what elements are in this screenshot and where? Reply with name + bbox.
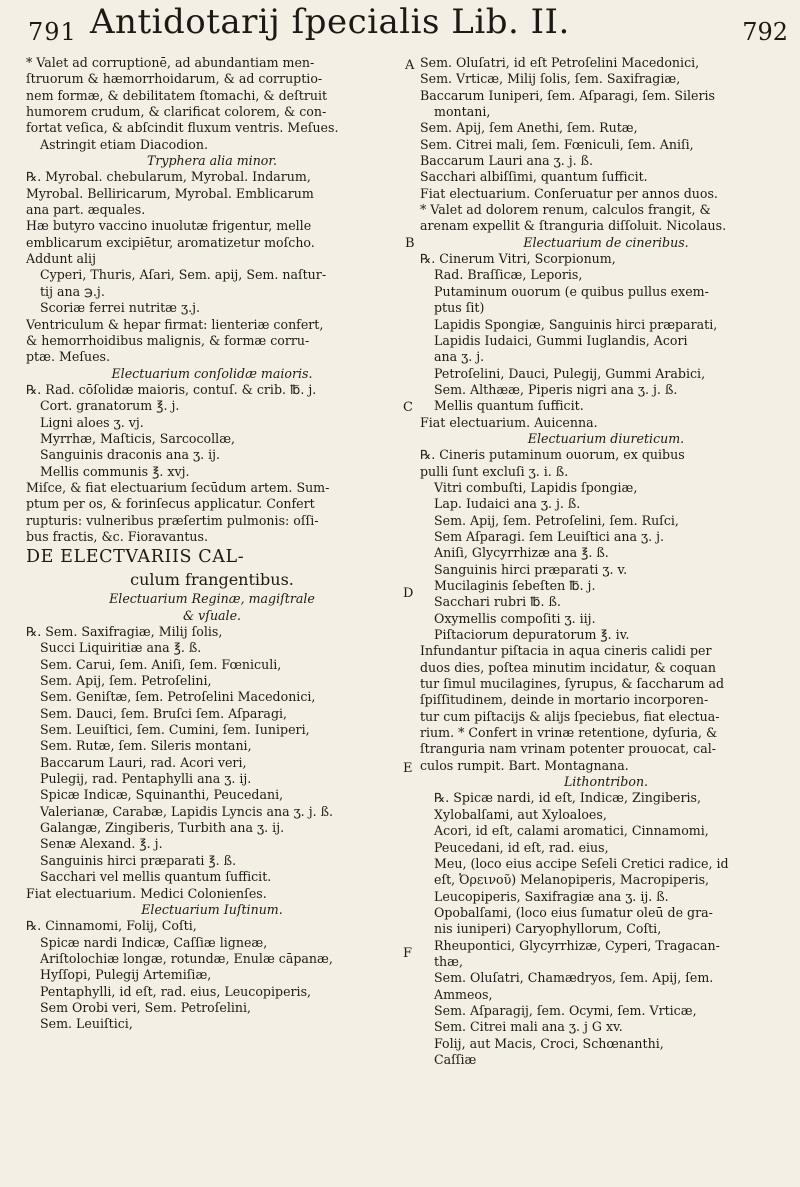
text-line: Xylobalſami, aut Xyloaloes,	[434, 806, 607, 822]
text-line: ptæ. Meſues.	[26, 349, 111, 365]
text-line: pulli ſunt excluſi ʒ. i. ß.	[420, 463, 569, 479]
text-line: Electuarium diureticum.	[527, 430, 685, 446]
text-line: Sanguinis draconis ana ʒ. ij.	[40, 447, 221, 463]
text-line: Cyperi, Thuris, Aſari, Sem. apij, Sem. naſtur-	[40, 267, 327, 283]
text-line: Pentaphylli, id eſt, rad. eius, Leucopiperis,	[40, 983, 312, 999]
text-line: Ligni aloes ʒ. vj.	[40, 414, 144, 430]
text-line: ſpiſſitudinem, deinde in mortario incorporen-	[420, 692, 709, 708]
text-line: Sacchari albiſſimi, quantum ſufficit.	[420, 169, 648, 185]
text-line: Sem. Dauci, ſem. Bruſci ſem. Aſparagi,	[40, 705, 288, 721]
text-line: ℞. Sem. Saxifragiæ, Milij ſolis,	[26, 624, 223, 639]
text-line: Sem. Oluſatri, id eſt Petroſelini Macedonici,	[420, 55, 700, 70]
margin-letter-e: E	[403, 761, 413, 776]
text-line: Myrrhæ, Maſticis, Sarcocollæ,	[40, 430, 236, 446]
text-line: Peucedani, id eſt, rad. eius,	[434, 839, 609, 855]
text-line: Leucopiperis, Saxifragiæ ana ʒ. ij. ß.	[434, 888, 669, 904]
text-line: Sem. Carui, ſem. Aniſi, ſem. Fœniculi,	[40, 656, 282, 672]
text-line: Sem. Leuiſtici, ſem. Cumini, ſem. Iuniperi,	[40, 722, 310, 738]
margin-letter-d: D	[403, 586, 414, 601]
text-line: fortat veſica, & abſcindit fluxum ventris. Meſues.	[26, 120, 339, 136]
text-line: Sem. Vrticæ, Milij ſolis, ſem. Saxifragiæ,	[420, 71, 681, 87]
text-line: Hyſſopi, Pulegij Artemiſiæ,	[40, 967, 212, 983]
text-line: Sem Orobi veri, Sem. Petroſelini,	[40, 999, 252, 1015]
text-line: Vitri combuſti, Lapidis ſpongiæ,	[434, 479, 638, 495]
margin-letter-c: C	[403, 400, 413, 415]
text-line: Rad. Braſſicæ, Leporis,	[434, 267, 583, 283]
text-line: Acori, id eſt, calami aromatici, Cinnamomi,	[434, 823, 709, 839]
text-line: Piſtaciorum depuratorum ℥. iv.	[434, 627, 630, 643]
text-line: Lithontribon.	[563, 774, 649, 790]
text-line: Electuarium Iuſtinum.	[141, 901, 283, 917]
right-text-column	[420, 55, 792, 1068]
text-line: montani,	[434, 104, 491, 120]
text-line: Sacchari vel mellis quantum ſufficit.	[40, 869, 272, 885]
text-line: Sem. Geniſtæ, ſem. Petroſelini Macedonici,	[40, 689, 316, 705]
text-line: Baccarum Iuniperi, ſem. Aſparagi, ſem. Sileris	[420, 87, 715, 103]
text-line: Electuarium de cineribus.	[523, 234, 689, 250]
text-line: Ammeos,	[434, 986, 493, 1002]
text-line: ℞. Cinerum Vitri, Scorpionum,	[420, 251, 616, 267]
margin-letter-f: F	[403, 946, 413, 961]
text-line: ℞. Myrobal. chebularum, Myrobal. Indarum,	[26, 169, 311, 185]
text-line: Sem. Apij, ſem. Petroſelini, ſem. Ruſci,	[434, 512, 679, 528]
text-line: Baccarum Lauri ana ʒ. j. ß.	[420, 153, 594, 169]
text-line: Lap. Iudaici ana ʒ. j. ß.	[434, 496, 581, 512]
text-line: Galangæ, Zingiberis, Turbith ana ʒ. ij.	[40, 820, 285, 836]
margin-letter-b: B	[405, 236, 415, 251]
text-line: & hemorrhoidibus malignis, & formæ corru-	[26, 332, 310, 348]
text-line: Electuarium Reginæ, magiſtrale	[109, 591, 315, 607]
text-line: ℞. Spicæ nardi, id eſt, Indicæ, Zingiberis,	[434, 790, 701, 806]
text-line: Sem. Apij, ſem Anethi, ſem. Rutæ,	[420, 120, 638, 136]
text-line: thæ,	[434, 953, 464, 969]
text-line: Mucilaginis ſebeſten ℔. j.	[434, 578, 596, 593]
text-line: Aniſi, Glycyrrhizæ ana ℥. ß.	[434, 545, 609, 561]
text-line: humorem crudum, & clarificat colorem, & con-	[26, 104, 327, 120]
text-line: tij ana ℈.j.	[40, 283, 105, 299]
text-line: duos dies, poſtea minutim incidatur, & coquan	[420, 659, 717, 675]
text-line: emblicarum excipiētur, aromatizetur moſcho.	[26, 234, 315, 250]
text-line: Scoriæ ferrei nutritæ ʒ.j.	[40, 300, 201, 316]
text-line: Succi Liquiritiæ ana ℥. ß.	[40, 640, 202, 656]
text-line: * Valet ad corruptionē, ad abundantiam men-	[26, 55, 315, 70]
text-line: Fiat electuarium. Conſeruatur per annos duos.	[420, 185, 718, 201]
text-line: Sem. Apij, ſem. Petroſelini,	[40, 673, 212, 689]
text-line: Spicæ Indicæ, Squinanthi, Peucedani,	[40, 787, 284, 803]
text-line: ana ʒ. j.	[434, 349, 485, 365]
text-line: Pulegij, rad. Pentaphylli ana ʒ. ij.	[40, 771, 252, 787]
text-line: Rheupontici, Glycyrrhizæ, Cyperi, Tragacan-	[434, 937, 720, 953]
left-text-column	[26, 55, 398, 1033]
text-line: ℞. Cinnamomi, Folij, Coſti,	[26, 918, 197, 934]
text-line: Miſce, & fiat electuarium ſecūdum artem. Sum-	[26, 479, 330, 495]
text-line: Fiat electuarium. Auicenna.	[420, 414, 598, 430]
text-line: Astringit etiam Diacodion.	[40, 136, 208, 152]
text-line: nis iuniperi) Caryophyllorum, Coſti,	[434, 921, 662, 937]
text-line: Lapidis Iudaici, Gummi Iuglandis, Acori	[434, 332, 688, 348]
text-line: Hæ butyro vaccino inuolutæ frigentur, melle	[26, 218, 312, 234]
text-line: Sem. Leuiſtici,	[40, 1016, 133, 1032]
running-title: Antidotarij ſpecialis Lib. II.	[90, 2, 570, 42]
text-line: Myrobal. Belliricarum, Myrobal. Emblicarum	[26, 185, 314, 201]
text-line: Opobalſami, (loco eius ſumatur oleū de gra-	[434, 904, 713, 920]
text-line: Sem. Citrei mali, ſem. Fœniculi, ſem. Aniſi,	[420, 136, 694, 152]
text-line: nem formæ, & debilitatem ſtomachi, & deſtruit	[26, 87, 328, 103]
text-line: ptum per os, & forinſecus applicatur. Confert	[26, 496, 315, 512]
text-line: Sanguinis hirci præparati ʒ. v.	[434, 561, 628, 577]
text-line: & vſuale.	[182, 607, 242, 623]
text-line: Sanguinis hirci præparati ℥. ß.	[40, 852, 237, 868]
text-line: culum frangentibus.	[130, 570, 294, 590]
margin-letter-a: A	[405, 58, 415, 73]
text-line: Caſſiæ	[434, 1051, 477, 1067]
text-line: rupturis: vulneribus præſertim pulmonis: oſſi-	[26, 512, 319, 528]
text-line: Ariſtolochiæ longæ, rotundæ, Enulæ cāpanæ,	[40, 950, 333, 966]
text-line: ptus ſit)	[434, 300, 485, 316]
text-line: Meu, (loco eius accipe Seſeli Cretici radice, id	[434, 855, 729, 871]
text-line: Sem. Rutæ, ſem. Sileris montani,	[40, 738, 252, 754]
text-line: Fiat electuarium. Medici Colonienſes.	[26, 885, 267, 901]
text-line: Lapidis Spongiæ, Sanguinis hirci præparati,	[434, 316, 718, 332]
text-line: Electuarium conſolidæ maioris.	[111, 365, 313, 381]
text-line: ℞. Cineris putaminum ouorum, ex quibus	[420, 447, 685, 463]
page-header	[28, 4, 788, 54]
text-line: * Valet ad dolorem renum, calculos frangit, &	[420, 202, 711, 218]
text-line: Oxymellis compoſiti ʒ. iij.	[434, 610, 596, 626]
text-line: Mellis communis ℥. xvj.	[40, 463, 190, 479]
text-line: Sacchari rubri ℔. ß.	[434, 594, 561, 610]
text-line: Senæ Alexand. ℥. j.	[40, 836, 163, 852]
text-line: Petroſelini, Dauci, Pulegij, Gummi Arabici,	[434, 365, 706, 381]
text-line: ſtruorum & hæmorrhoidarum, & ad corruptio-	[26, 71, 323, 87]
text-line: DE ELECTVARIIS CAL-	[26, 547, 245, 568]
text-line: Sem Aſparagi. ſem Leuiſtici ana ʒ. j.	[434, 528, 664, 544]
text-line: ſtranguria nam vrinam potenter prouocat, cal-	[420, 741, 717, 757]
text-line: Baccarum Lauri, rad. Acori veri,	[40, 754, 247, 770]
text-line: bus fractis, &c. Fioravantus.	[26, 528, 208, 544]
text-line: Putaminum ouorum (e quibus pullus exem-	[434, 283, 709, 299]
text-line: tur ſimul mucilagines, ſyrupus, & ſaccharum ad	[420, 676, 725, 692]
text-line: Sem. Oluſatri, Chamædryos, ſem. Apij, ſem.	[434, 970, 714, 986]
text-line: Tryphera alia minor.	[146, 153, 278, 169]
text-line: ana part. æquales.	[26, 202, 146, 218]
text-line: Ventriculum & hepar firmat: lienteriæ confert,	[26, 316, 324, 332]
text-line: Infundantur piſtacia in aqua cineris calidi per	[420, 643, 712, 659]
text-line: Spicæ nardi Indicæ, Caſſiæ ligneæ,	[40, 934, 268, 950]
text-line: Mellis quantum ſufficit.	[434, 398, 584, 414]
page-number-right: 792	[742, 18, 788, 46]
text-line: Sem. Aſparagij, ſem. Ocymi, ſem. Vrticæ,	[434, 1002, 697, 1018]
text-line: Cort. granatorum ℥. j.	[40, 398, 180, 414]
text-line: Sem. Citrei mali ana ʒ. j G xv.	[434, 1019, 623, 1035]
text-line: ℞. Rad. cōſolidæ maioris, contuſ. & crib. ℔. j.	[26, 381, 317, 397]
text-line: tur cum piſtacijs & alijs ſpeciebus, fiat electua-	[420, 708, 720, 724]
text-line: culos rumpit. Bart. Montagnana.	[420, 757, 629, 773]
text-line: arenam expellit & ſtranguria diſſoluit. Nicolaus.	[420, 218, 727, 234]
page-number-left: 791	[28, 18, 77, 46]
text-line: Addunt alij	[26, 251, 96, 267]
text-line: rium. * Confert in vrinæ retentione, dyſuria, &	[420, 725, 718, 741]
text-line: Sem. Althææ, Piperis nigri ana ʒ. j. ß.	[434, 381, 678, 397]
text-line: eſt, Ὀρεινοῦ) Melanopiperis, Macropiperis,	[434, 872, 710, 888]
text-line: Folij, aut Macis, Croci, Schœnanthi,	[434, 1035, 664, 1051]
text-line: Valerianæ, Carabæ, Lapidis Lyncis ana ʒ. j. ß.	[40, 803, 334, 819]
